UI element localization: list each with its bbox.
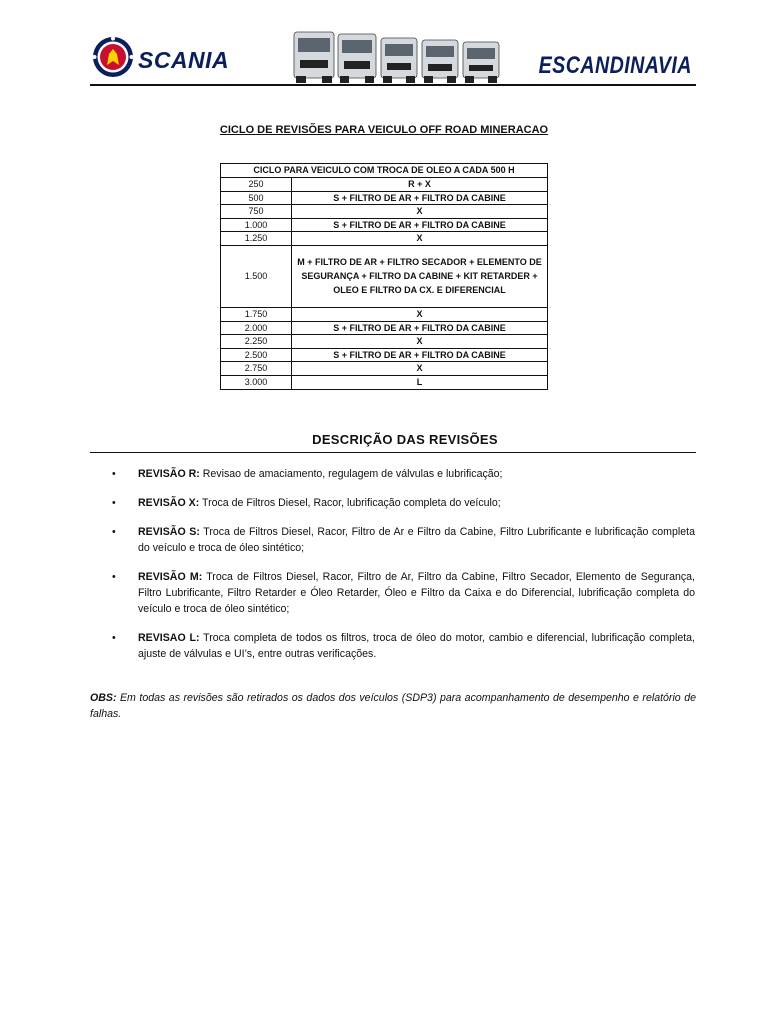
service-cell: S + FILTRO DE AR + FILTRO DA CABINE bbox=[292, 191, 548, 205]
revision-cycle-table bbox=[220, 163, 548, 390]
hours-cell: 2.500 bbox=[221, 348, 292, 362]
list-item bbox=[112, 630, 695, 662]
revision-text: Revisao de amaciamento, regulagem de válvulas e lubrificação; bbox=[199, 468, 503, 480]
list-item bbox=[112, 466, 695, 482]
table-row bbox=[221, 205, 548, 219]
obs-label: OBS: bbox=[90, 692, 117, 704]
scania-griffin-emblem-icon bbox=[92, 36, 134, 78]
hours-cell: 2.750 bbox=[221, 362, 292, 376]
revision-label: REVISÃO R: bbox=[138, 468, 200, 480]
service-cell: S + FILTRO DE AR + FILTRO DA CABINE bbox=[292, 218, 548, 232]
revision-text: Troca completa de todos os filtros, troca de óleo do motor, cambio e diferencial, lubrificação completa, ajuste de válvulas e UI’s, entre outras verificações. bbox=[138, 632, 695, 660]
table-row bbox=[221, 362, 548, 376]
brand-wordmark: SCANIA bbox=[138, 47, 230, 73]
bullet-icon: • bbox=[112, 497, 116, 509]
table-row bbox=[221, 321, 548, 335]
hours-cell: 1.750 bbox=[221, 307, 292, 321]
section-divider bbox=[90, 452, 696, 453]
hours-cell: 1.250 bbox=[221, 232, 292, 246]
revision-text: Troca de Filtros Diesel, Racor, Filtro de Ar e Filtro da Cabine, Filtro Lubrificante e lubrificação completa do veículo e troca de óleo sintético; bbox=[138, 526, 695, 554]
service-cell: L bbox=[292, 375, 548, 389]
table-header-row bbox=[221, 164, 548, 178]
service-cell: X bbox=[292, 362, 548, 376]
obs-text: Em todas as revisões são retirados os dados dos veículos (SDP3) para acompanhamento de desempenho e relatório de falhas. bbox=[90, 692, 696, 720]
table-row bbox=[221, 191, 548, 205]
table-row bbox=[221, 245, 548, 307]
revision-label: REVISÃO M: bbox=[138, 571, 203, 583]
page-header bbox=[90, 30, 696, 86]
revision-label: REVISÃO S: bbox=[138, 526, 200, 538]
list-item bbox=[112, 524, 695, 556]
service-cell: S + FILTRO DE AR + FILTRO DA CABINE bbox=[292, 321, 548, 335]
table-row bbox=[221, 178, 548, 192]
revision-description-list bbox=[112, 466, 695, 675]
observation-note bbox=[90, 690, 696, 722]
bullet-icon: • bbox=[112, 632, 116, 644]
header-divider bbox=[90, 84, 696, 86]
truck-fleet-image bbox=[292, 30, 512, 84]
hours-cell: 750 bbox=[221, 205, 292, 219]
table-row bbox=[221, 218, 548, 232]
table-row bbox=[221, 348, 548, 362]
hours-cell: 250 bbox=[221, 178, 292, 192]
revision-label: REVISAO L: bbox=[138, 632, 200, 644]
service-cell: S + FILTRO DE AR + FILTRO DA CABINE bbox=[292, 348, 548, 362]
table-row bbox=[221, 232, 548, 246]
hours-cell: 3.000 bbox=[221, 375, 292, 389]
bullet-icon: • bbox=[112, 526, 116, 538]
section-title: DESCRIÇÃO DAS REVISÕES bbox=[312, 432, 498, 447]
revision-text: Troca de Filtros Diesel, Racor, Filtro de Ar, Filtro da Cabine, Filtro Secador, Elemento de Segurança, Filtro Lubrificante, Filtro Retarder e Óleo Retarder, Óleo e Filtro da Caixa e do Diferencial, lubrificação completa do veículo e troca de óleo sintético; bbox=[138, 571, 695, 615]
service-cell: X bbox=[292, 307, 548, 321]
table-header-cell: CICLO PARA VEICULO COM TROCA DE OLEO A CADA 500 H bbox=[221, 164, 548, 178]
hours-cell: 2.000 bbox=[221, 321, 292, 335]
list-item bbox=[112, 569, 695, 617]
revision-label: REVISÃO X: bbox=[138, 497, 200, 509]
service-cell: X bbox=[292, 205, 548, 219]
revision-text: Troca de Filtros Diesel, Racor, lubrificação completa do veículo; bbox=[199, 497, 501, 509]
hours-cell: 2.250 bbox=[221, 335, 292, 349]
table-row bbox=[221, 375, 548, 389]
service-cell: M + FILTRO DE AR + FILTRO SECADOR + ELEMENTO DE SEGURANÇA + FILTRO DA CABINE + KIT RETARDER + OLEO E FILTRO DA CX. E DIFERENCIAL bbox=[292, 245, 548, 307]
table-title: CICLO DE REVISÕES PARA VEICULO OFF ROAD MINERACAO bbox=[219, 124, 549, 136]
table-row bbox=[221, 335, 548, 349]
service-cell: R + X bbox=[292, 178, 548, 192]
service-cell: X bbox=[292, 335, 548, 349]
table-row bbox=[221, 307, 548, 321]
list-item bbox=[112, 495, 695, 511]
hours-cell: 1.000 bbox=[221, 218, 292, 232]
bullet-icon: • bbox=[112, 468, 116, 480]
bullet-icon: • bbox=[112, 571, 116, 583]
dealer-wordmark: ESCANDINAVIA bbox=[538, 52, 692, 79]
service-cell: X bbox=[292, 232, 548, 246]
hours-cell: 1.500 bbox=[221, 245, 292, 307]
hours-cell: 500 bbox=[221, 191, 292, 205]
